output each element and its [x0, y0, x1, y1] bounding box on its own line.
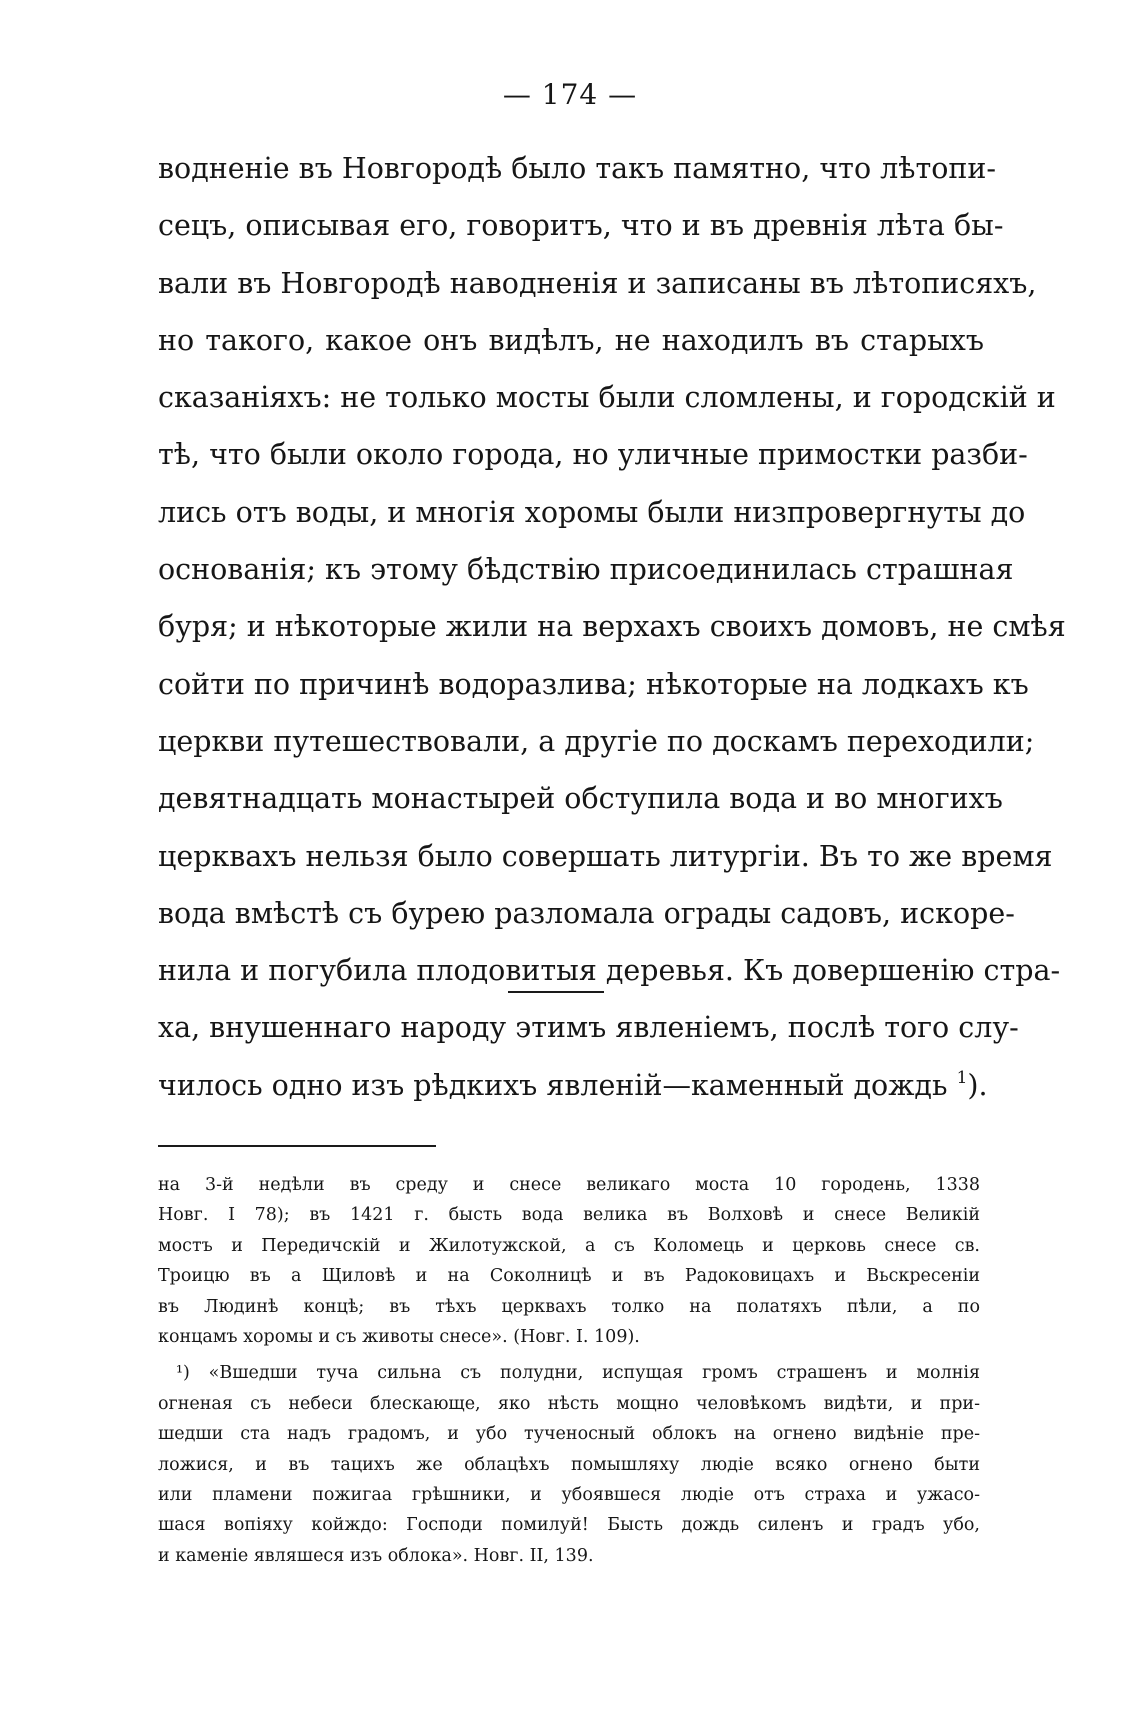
footnotes	[158, 1170, 980, 1571]
footnote-1-line: огненая съ небеси блескающе, яко нѣсть мощно человѣкомъ видѣти, и при-	[158, 1393, 980, 1414]
text-line: буря; и нѣкоторые жили на верхахъ своихъ домовъ, не смѣя	[158, 610, 1066, 644]
footnote-1-line: шася вопіяху койждо: Господи помилуй! Бысть дождь силенъ и градъ убо,	[158, 1515, 980, 1536]
text-line: тѣ, что были около города, но уличные примостки разби-	[158, 438, 1028, 472]
last-line-text: чилось одно изъ рѣдкихъ явленій—каменный дождь	[158, 1068, 948, 1102]
footnote-line: въ Людинѣ концѣ; въ тѣхъ церквахъ толко на полатяхъ пѣли, а по	[158, 1296, 980, 1317]
page-number: — 174 —	[502, 78, 638, 111]
text-line: но такого, какое онъ видѣлъ, не находилъ въ старыхъ	[158, 323, 984, 357]
footnote-line: Новг. I 78); въ 1421 г. бысть вода велика въ Волховѣ и снесе Великій	[158, 1205, 980, 1226]
text-line-last	[158, 1057, 988, 1114]
footnote-line: концамъ хоромы и съ животы снесе». (Новг. I. 109).	[158, 1326, 640, 1347]
main-text	[158, 140, 1066, 1114]
footnote-1-line: или пламени пожигаа грѣшники, и убоявшеся людіе отъ страха и ужасо-	[158, 1484, 980, 1505]
footnote-1-line: шедши ста надъ градомъ, и убо тученосный облокъ на огнено видѣніе пре-	[158, 1424, 980, 1445]
text-line: вали въ Новгородѣ наводненія и записаны въ лѣтописяхъ,	[158, 266, 1037, 300]
text-line: сойти по причинѣ водоразлива; нѣкоторые на лодкахъ къ	[158, 667, 1029, 701]
text-line: девятнадцать монастырей обступила вода и во многихъ	[158, 782, 1003, 816]
section-divider	[508, 991, 604, 993]
footnote-line: на 3-й недѣли въ среду и снесе великаго моста 10 городень, 1338	[158, 1175, 980, 1195]
text-line: нила и погубила плодовитыя деревья. Къ довершенію стра-	[158, 954, 1061, 988]
footnote-1-line: и каменіе являшеся изъ облока». Новг. II, 139.	[158, 1545, 594, 1566]
last-line-end: ).	[967, 1068, 988, 1102]
text-line: церквахъ нельзя было совершать литургіи. Въ то же время	[158, 839, 1053, 873]
text-line: сказаніяхъ: не только мосты были сломлены, и городскій и	[158, 381, 1056, 415]
footnote-line: мостъ и Передичскій и Жилотужской, а съ Коломець и церковь снесе св.	[158, 1235, 980, 1256]
text-line: церкви путешествовали, а другіе по доскамъ переходили;	[158, 724, 1035, 758]
text-line: водненіе въ Новгородѣ было такъ памятно, что лѣтопи-	[158, 152, 996, 185]
footnote-rule	[158, 1145, 436, 1147]
footnote-line: Троицю въ а Щиловѣ и на Соколницѣ и въ Радоковицахъ и Вьскресеніи	[158, 1266, 980, 1287]
text-line: вода вмѣстѣ съ бурею разломала ограды садовъ, искоре-	[158, 896, 1015, 930]
text-line: сецъ, описывая его, говоритъ, что и въ древнія лѣта бы-	[158, 209, 1004, 243]
footnote-marker: 1	[956, 1067, 968, 1088]
footnote-1-line: ¹) «Вшедши туча сильна съ полудни, испущая громъ страшенъ и молнія	[176, 1363, 980, 1384]
footnote-1-line: ложися, и въ тацихъ же облацѣхъ помышляху людіе всяко огнено быти	[158, 1454, 980, 1475]
text-line: основанія; къ этому бѣдствію присоединилась страшная	[158, 553, 1014, 587]
text-line: лись отъ воды, и многія хоромы были низпровергнуты до	[158, 495, 1026, 529]
text-line: ха, внушеннаго народу этимъ явленіемъ, послѣ того слу-	[158, 1011, 1019, 1045]
